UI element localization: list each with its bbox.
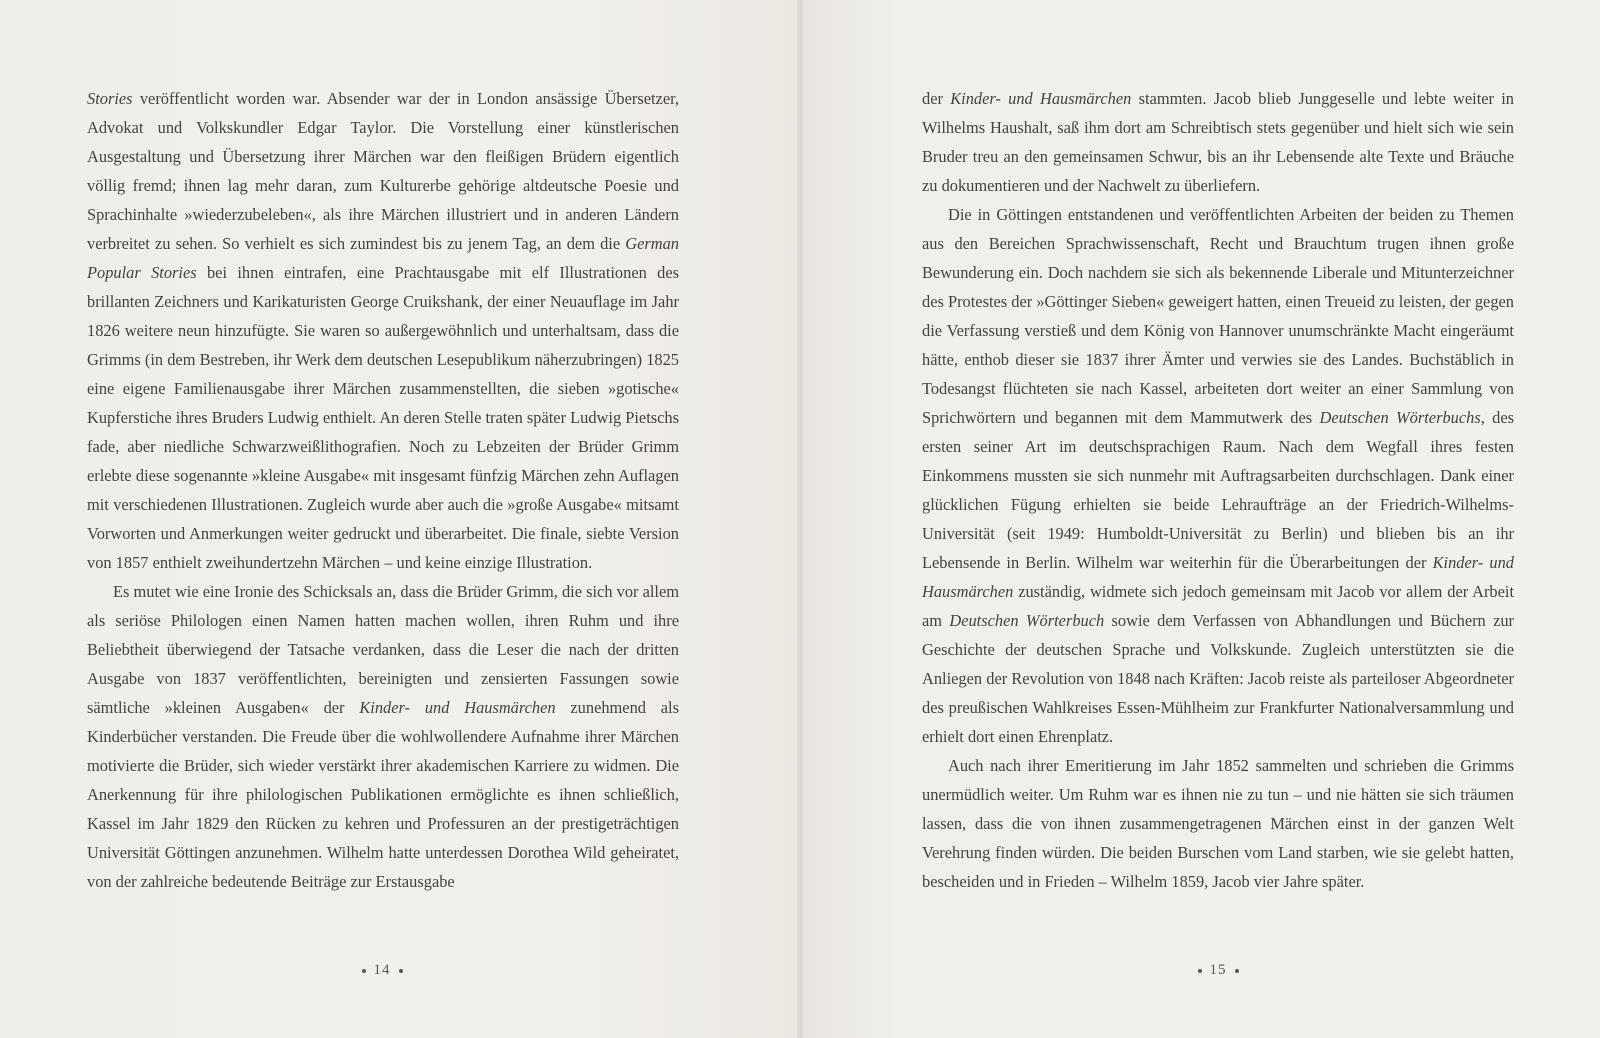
page-number-text: 15 — [1209, 962, 1227, 978]
page-number — [818, 962, 1600, 979]
right-page-body — [922, 84, 1514, 896]
page-number — [0, 962, 782, 979]
folio-dot — [399, 969, 403, 973]
paragraph: Stories veröffentlicht worden war. Absender war der in London ansässige Übersetzer, Advokat und Volkskundler Edgar Taylor. Die Vorstellung einer künstlerischen Ausgestaltung und Übersetzung ihrer Märchen war den fleißigen Brüdern eigentlich völlig fremd; ihnen lag mehr daran, zum Kulturerbe gehörige altdeutsche Poesie und Sprachinhalte »wiederzubeleben«, als ihre Märchen illustriert und in anderen Ländern verbreitet zu sehen. So verhielt es sich zumindest bis zu jenem Tag, an dem die German Popular Stories bei ihnen eintrafen, eine Prachtausgabe mit elf Illustrationen des brillanten Zeichners und Karikaturisten George Cruikshank, der einer Neuauflage im Jahr 1826 weitere neun hinzufügte. Sie waren so außergewöhnlich und unterhaltsam, dass die Grimms (in dem Bestreben, ihr Werk dem deutschen Lesepublikum näherzubringen) 1825 eine eigene Familienausgabe ihrer Märchen zusammenstellten, die sieben »gotische« Kupferstiche ihres Bruders Ludwig enthielt. An deren Stelle traten später Ludwig Pietschs fade, aber niedliche Schwarzweißlithografien. Noch zu Lebzeiten der Brüder Grimm erlebte diese sogenannte »kleine Ausgabe« mit insgesamt fünfzig Märchen zehn Auflagen mit verschiedenen Illustrationen. Zugleich wurde aber auch die »große Ausgabe« mitsamt Vorworten und Anmerkungen weiter gedruckt und überarbeitet. Die finale, siebte Version von 1857 enthielt zweihundertzehn Märchen – und keine einzige Illustration. — [87, 89, 679, 572]
italic-title: Kinder- und Hausmärchen — [359, 698, 556, 717]
italic-title: Kinder- und Hausmärchen — [950, 89, 1132, 108]
book-gutter — [797, 0, 803, 1038]
paragraph: der Kinder- und Hausmärchen stammten. Jacob blieb Junggeselle und lebte weiter in Wilhelms Haushalt, saß ihm dort am Schreibtisch stets gegenüber und hielt sich wie sein Bruder treu an den gemeinsamen Schwur, bis an ihr Lebensende alte Texte und Bräuche zu dokumentieren und der Nachwelt zu überliefern. — [922, 89, 1514, 195]
paragraph: Die in Göttingen entstandenen und veröffentlichten Arbeiten der beiden zu Themen aus den Bereichen Sprachwissenschaft, Recht und Brauchtum trugen ihnen große Bewunderung ein. Doch nachdem sie sich als bekennende Liberale und Mitunterzeichner des Protestes der »Göttinger Sieben« geweigert hatten, einen Treueid zu leisten, der gegen die Verfassung verstieß und dem König von Hannover unumschränkte Macht eingeräumt hätte, enthob dieser sie 1837 ihrer Ämter und verwies sie des Landes. Buchstäblich in Todesangst flüchteten sie nach Kassel, arbeiteten dort weiter an einer Sammlung von Sprichwörtern und begannen mit dem Mammutwerk des Deutschen Wörterbuchs, des ersten seiner Art im deutschsprachigen Raum. Nach dem Wegfall ihres festen Einkommens mussten sie sich nunmehr mit Auftragsarbeiten durchschlagen. Dank einer glücklichen Fügung erhielten sie beide Lehraufträge an der Friedrich-Wilhelms-Universität (seit 1949: Humboldt-Universität zu Berlin) und blieben bis an ihr Lebensende in Berlin. Wilhelm war weiterhin für die Überarbeitungen der Kinder- und Hausmärchen zuständig, widmete sich jedoch gemeinsam mit Jacob vor allem der Arbeit am Deutschen Wörterbuch sowie dem Verfassen von Abhandlungen und Büchern zur Geschichte der deutschen Sprache und Volkskunde. Zugleich unterstützten sie die Anliegen der Revolution von 1848 nach Kräften: Jacob reiste als parteiloser Abgeordneter des preußischen Wahlkreises Essen-Mühlheim zur Frankfurter Nationalversammlung und erhielt dort einen Ehrenplatz. — [922, 205, 1515, 746]
page-number-text: 14 — [373, 962, 391, 978]
folio-dot — [1235, 969, 1239, 973]
paragraph: Auch nach ihrer Emeritierung im Jahr 1852 sammelten und schrieben die Grimms unermüdlich weiter. Um Ruhm war es ihnen nie zu tun – und nie hätten sie sich träumen lassen, dass die von ihnen zusammengetragenen Märchen einst in der ganzen Welt Verehrung finden würden. Die beiden Burschen vom Land starben, wie sie gelebt hatten, bescheiden und in Frieden – Wilhelm 1859, Jacob vier Jahre später. — [922, 756, 1514, 891]
folio-dot — [362, 969, 366, 973]
folio-dot — [1198, 969, 1202, 973]
italic-title: Kinder- und Hausmärchen — [922, 553, 1514, 601]
paragraph: Es mutet wie eine Ironie des Schicksals an, dass die Brüder Grimm, die sich vor allem als seriöse Philologen einen Namen hatten machen wollen, ihren Ruhm und ihre Beliebtheit überwiegend der Tatsache verdanken, dass die Leser die nach der dritten Ausgabe von 1837 veröffentlichten, bereinigten und zensierten Fassungen sowie sämtliche »kleinen Ausgaben« der Kinder- und Hausmärchen zunehmend als Kinderbücher verstanden. Die Freude über die wohlwollendere Aufnahme ihrer Märchen motivierte die Brüder, sich wieder verstärkt ihrer akademischen Karriere zu widmen. Die Anerkennung für ihre philologischen Publikationen ermöglichte es ihnen schließlich, Kassel im Jahr 1829 den Rücken zu kehren und Professuren an der prestigeträchtigen Universität Göttingen anzunehmen. Wilhelm hatte unterdessen Dorothea Wild geheiratet, von der zahlreiche bedeutende Beiträge zur Erstausgabe — [87, 582, 679, 891]
right-page — [800, 0, 1600, 1038]
italic-title: Deutschen Wörterbuch — [949, 611, 1105, 630]
italic-title: Deutschen Wörterbuchs — [1319, 408, 1481, 427]
italic-title: German Popular Stories — [87, 234, 679, 282]
left-page-body — [87, 84, 679, 896]
italic-title: Stories — [87, 89, 133, 108]
